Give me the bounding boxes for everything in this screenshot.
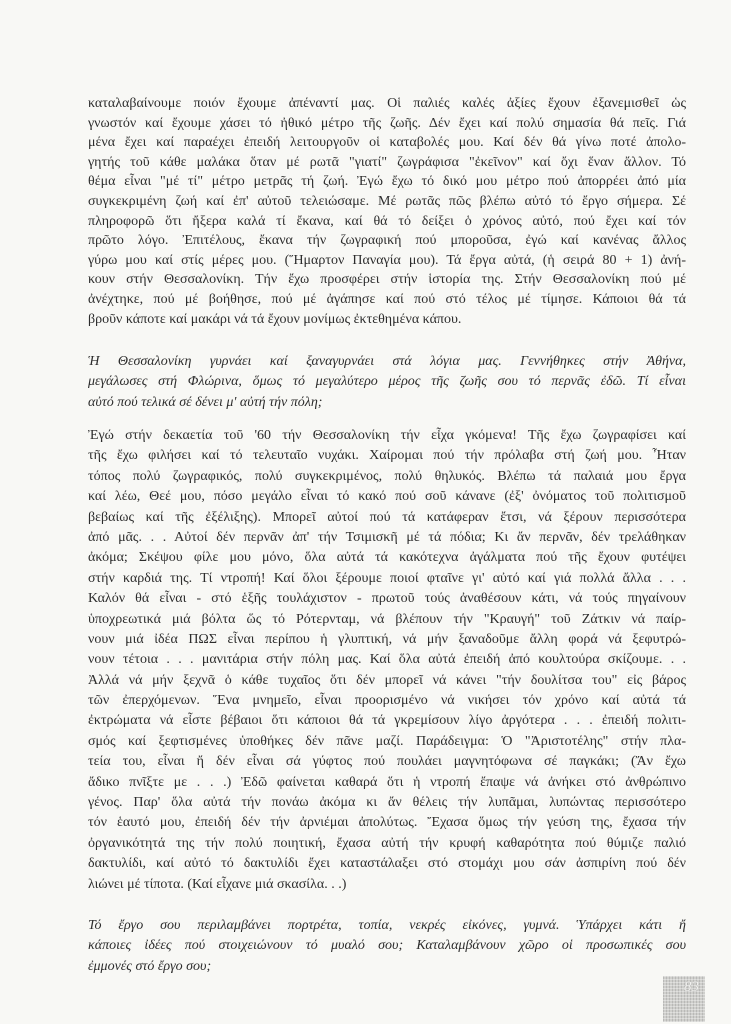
text-line: κάποιες ἰδέες πού στοιχειώνουν τό μυαλό σου; Καταλαμβάνουν χῶρο οἱ προσωπικές σου	[88, 938, 686, 954]
text-line: θέμα εἶναι "μέ τί" μέτρο μετρᾶς τή ζωή. Ἐγώ ἔχω τό δικό μου μέτρο πού ἀπορρέει ἀπό μία	[88, 174, 686, 190]
text-line: καί λέω, Θεέ μου, πόσο μεγάλο εἶναι τό κακό πού σοῦ κάνανε (ἐξ' ὀνόματος τοῦ πολιτισμοῦ	[88, 489, 686, 505]
text-line: δακτυλίδι, καί αὐτό τό δακτυλίδι ἔχει καταστάλαξει στό στομάχι μου σάν ἀσπιρίνη πού δέν	[88, 856, 686, 872]
text-line: γύρω μου καί στίς μέρες μου. (Ἥμαρτον Παναγία μου). Τά ἔργα αὐτά, (ἡ σειρά 80 + 1) ἀνή-	[88, 252, 686, 268]
text-line: συγκεκριμένη ζωή καί ἐπ' αὐτοῦ τελειώσαμε. Μέ ρωτᾶς πῶς βλέπω αὐτό τό ἔργο σήμερα. Σέ	[88, 193, 686, 209]
text-line: γένος. Παρ' ὅλα αὐτά τήν πονάω ἀκόμα κι ἄν θέλεις τήν λυπᾶμαι, λυπώντας περισσότερο	[88, 795, 686, 811]
text-line: μεγάλωσες στή Φλώρινα, ὅμως τό μεγαλύτερο μέρος τῆς ζωῆς σου τό περνᾶς ἐδῶ. Τί εἶναι	[88, 374, 686, 390]
text-line: τῆς ἔχω φιλήσει καί τό τελευταῖο νυχάκι. Χαίρομαι πού τήν πρόλαβα στή ζωή μου. Ἦταν	[88, 448, 686, 464]
text-line: ἐμμονές στό ἔργο σου;	[88, 958, 212, 974]
text-line: πρῶτο λόγο. Ἐπιτέλους, ἔκανα τήν ζωγραφική πού μποροῦσα, ἐγώ καί κανένας ἄλλος	[88, 233, 686, 249]
text-line: ἀνέχτηκε, πού μέ βοήθησε, πού μέ ἀγάπησε καί πού στό τέλος μέ τίμησε. Κάποιοι θά τά	[88, 291, 686, 307]
text-line: πληροφορῶ ὅτι ἤξερα καλά τί ἔκανα, καί θά τό δείξει ὁ χρόνος αὐτό, πού ἔχει καί τόν	[88, 213, 686, 229]
question-paragraph	[88, 916, 686, 977]
text-line: τεία του, εἶναι ἤ δέν εἶναι σά γύφτος πού πουλάει μαγνητόφωνα σέ παγκάκι; (Ἄν ἔχω	[88, 754, 686, 770]
text-line: λιώνει μέ τίποτα. (Καί εἶχανε μιά σκασίλα. . .)	[88, 876, 347, 892]
page-number-box	[663, 976, 705, 1022]
text-line: Καλόν θά εἶναι - στό ἑξῆς τουλάχιστον - πρωτοῦ τούς ἀναθέσουν κάτι, νά τούς πηγαίνουν	[88, 591, 686, 607]
text-line: ἄδικο πνῖξτε με . . .) Ἐδῶ φαίνεται καθαρά ὅτι ἡ ντροπή ἔπαψε νά ἀνήκει στό ἀνθρώπινο	[88, 774, 686, 790]
text-line: ἀπό μᾶς. . . Αὐτοί δέν περνᾶν ἀπ' τήν Τσιμισκῆ μέ τά πόδια; Κι ἄν περνᾶν, δέν τρελάθηκαν	[88, 529, 686, 545]
text-line: νουν τέτοια . . . μανιτάρια στήν πόλη μας. Καί ὅλα αὐτά ἐπειδή ἀπό κουλτούρα σκίζουμε. . .	[88, 652, 686, 668]
text-line: καταλαβαίνουμε ποιόν ἔχουμε ἀπέναντί μας. Οἱ παλιές καλές ἀξίες ἔχουν ἐξανεμισθεῖ ὡς	[88, 96, 686, 111]
answer-paragraph	[88, 94, 686, 329]
text-line: τόν ἑαυτό μου, ἐπειδή δέν τήν ἀρνιέμαι ἀπολύτως. Ἔχασα ὅμως τήν γεύση της, ἔχασα τήν	[88, 815, 686, 831]
page-number: 83	[684, 979, 699, 995]
text-line: βεβαίως καί τῆς ἐξέλιξης). Μπορεῖ αὐτοί πού τά κατάφεραν ἔτσι, νά ξέρουν περισσότερα	[88, 509, 686, 525]
text-line: τόπος πολύ ζωγραφικός, πολύ συγκεκριμένος, πολύ θηλυκός. Βλέπω τά παλαιά μου ἔργα	[88, 468, 686, 484]
text-line: ὑποχρεωτικά μιά βόλτα ὥς τό Ρότερνταμ, νά βλέπουν τήν "Κραυγή" τοῦ Ζάτκιν νά παίρ-	[88, 611, 686, 627]
text-line: Ἐγώ στήν δεκαετία τοῦ '60 τήν Θεσσαλονίκη τήν εἶχα γκόμενα! Τῆς ἔχω ζωγραφίσει καί	[88, 428, 686, 443]
answer-paragraph	[88, 426, 686, 895]
text-line: Ἡ Θεσσαλονίκη γυρνάει καί ξαναγυρνάει στά λόγια μας. Γεννήθηκες στήν Ἀθήνα,	[88, 354, 686, 369]
text-line: στήν καρδιά της. Τί ντροπή! Καί ὅλοι ξέρουμε ποιοί φταῖνε γι' αὐτό καί γιά πολλά ἄλλα . . .	[88, 570, 686, 586]
text-line: γητής τοῦ κάθε μαλάκα ὅταν μέ ρωτᾶ "γιατί" ζωγράφισα "ἐκεῖνον" καί ὄχι ἕναν ἄλλον. Τό	[88, 154, 686, 170]
text-line: βροῦν κάποτε καί μακάρι νά τά ἔχουν μονίμως ἐκτεθημένα κάπου.	[88, 311, 462, 327]
text-line: ἐκτρώματα νά εἶστε βέβαιοι ὅτι κάποιοι θά τά γκρεμίσουν λίγο ἀργότερα . . . ἐπειδή πολιτι-	[88, 713, 686, 729]
text-line: Ἀλλά νά μήν ξεχνᾶ ὁ κάθε τυχαῖος ὅτι δέν μπορεῖ νά κάνει "τήν δουλίτσα του" εἰς βάρος	[88, 672, 686, 688]
text-line: αὐτό πού τελικά σέ δένει μ' αὐτή τήν πόλη;	[88, 394, 323, 410]
text-line: τῶν ἐπερχόμενων. Ἕνα μνημεῖο, εἶναι προορισμένο νά νικήσει τόν χρόνο καί αὐτά τά	[88, 693, 686, 709]
text-line: νουν μιά ἰδέα ΠΩΣ εἶναι περίπου ἡ γλυπτική, νά μήν ξαναδοῦμε ἄλλη φορά νά ξεφυτρώ-	[88, 631, 686, 647]
text-line: ἀκόμα; Σκέψου φίλε μου μόνο, ὅλα αὐτά τά κακότεχνα ἀγάλματα πού τῆς ἔχουν φυτέψει	[88, 550, 686, 566]
question-paragraph	[88, 352, 686, 413]
text-line: Τό ἔργο σου περιλαμβάνει πορτρέτα, τοπία, νεκρές εἰκόνες, γυμνά. Ὑπάρχει κάτι ἤ	[88, 918, 686, 933]
text-line: κουν στήν Θεσσαλονίκη. Τήν ἔχω προσφέρει στήν ἱστορία της. Στήν Θεσσαλονίκη πού μέ	[88, 272, 686, 288]
text-line: ὀργανικότητά της τήν πολύ ποιητική, ἔχασα αὐτή τήν κρυφή καθαρότητα πού θύμιζε παλιό	[88, 835, 686, 851]
text-line: γνωστόν καί ἔχουμε χάσει τό ἠθικό μέτρο τῆς ζωῆς. Δέν ἔχει καί πολύ σημασία θά πεῖς. Γιά	[88, 115, 686, 131]
text-line: σμός καί ξεφτισμένες ὑποθήκες δέν πᾶνε μαζί. Παράδειγμα: Ὁ "Ἀριστοτέλης" στήν πλα-	[88, 733, 686, 749]
text-line: μένα ἔχει καί παραέχει ἐπειδή λειτουργοῦν οἱ καταβολές μου. Καί δέν θά γίνω ποτέ ἀπολο-	[88, 135, 686, 151]
